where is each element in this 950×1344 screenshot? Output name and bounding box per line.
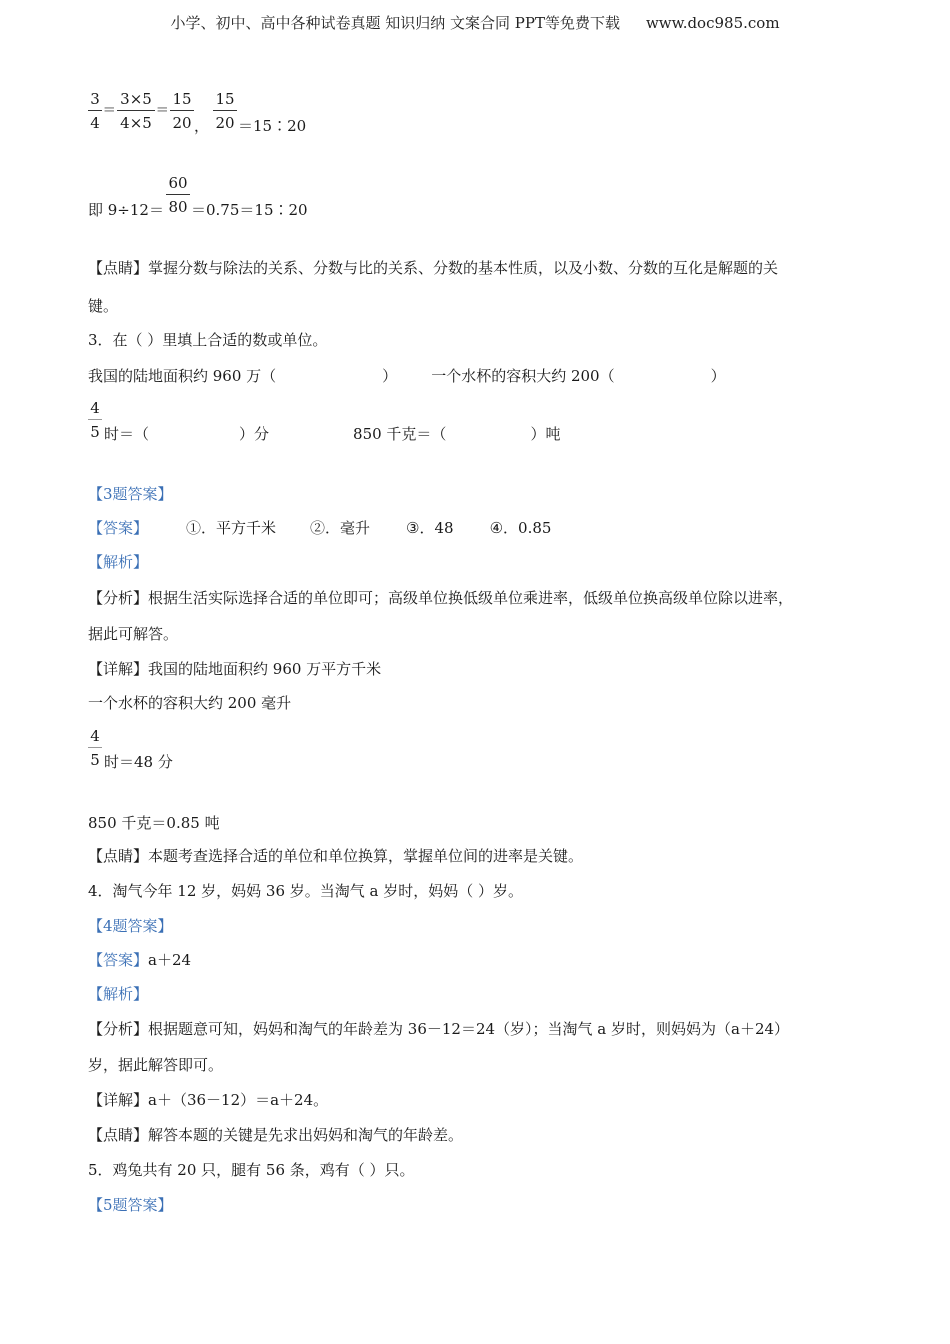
q3-detail4: 850 千克＝0.85 吨 [88, 814, 220, 832]
q5-answer-tag: 【5题答案】 [88, 1196, 173, 1214]
fraction-15-20: $\frac{15}{20}$ [170, 90, 194, 132]
q3-analysis-tag: 【解析】 [88, 553, 149, 571]
fraction-3-4: $\frac{3}{4}$ [88, 90, 102, 132]
fraction-60-80: $\frac{60}{80}$ [166, 174, 190, 216]
q3-analysis-line2: 据此可解答。 [88, 625, 179, 643]
q3-title: 3．在（ ）里填上合适的数或单位。 [88, 331, 328, 349]
q4-analysis-tag: 【解析】 [88, 985, 149, 1003]
page-header [0, 12, 950, 33]
q2-tip-line1: 【点睛】掌握分数与除法的关系、分数与比的关系、分数的基本性质，以及小数、分数的互化是解题的关 [88, 259, 779, 277]
q4-title: 4．淘气今年 12 岁，妈妈 36 岁。当淘气 a 岁时，妈妈（ ）岁。 [88, 882, 524, 900]
q3-tip: 【点睛】本题考查选择合适的单位和单位换算，掌握单位间的进率是关键。 [88, 847, 584, 865]
q3-detail3: 时＝48 分 [104, 753, 173, 771]
q3-analysis-line1: 【分析】根据生活实际选择合适的单位即可；高级单位换低级单位乘进率，低级单位换高级单位除以进率， [88, 589, 794, 607]
fraction-4-5-detail: 4 5 [88, 727, 102, 769]
q4-answer-tag: 【4题答案】 [88, 917, 173, 935]
q4-analysis-line1: 【分析】根据题意可知，妈妈和淘气的年龄差为 36－12＝24（岁）；当淘气 a 岁时，则妈妈为（a＋24） [88, 1020, 790, 1038]
q3-answer-row: 【答案】 ①．平方千米 ②．毫升 ③．48 ④．0.85 [88, 519, 552, 537]
header-site: www.doc985.com [645, 14, 780, 32]
q3-row1: 我国的陆地面积约 960 万（ ） 一个水杯的容积大约 200（ ） [88, 367, 726, 385]
q4-answer-row: 【答案】a＋24 [88, 951, 192, 969]
q3-detail2: 一个水杯的容积大约 200 毫升 [88, 694, 292, 712]
q4-analysis-line2: 岁，据此解答即可。 [88, 1056, 224, 1074]
fraction-4-5-q3: 4 5 [88, 399, 102, 441]
q3-detail1: 【详解】我国的陆地面积约 960 万平方千米 [88, 660, 382, 678]
header-text: 小学、初中、高中各种试卷真题 知识归纳 文案合同 PPT等免费下载 [170, 14, 620, 32]
q3-row2: 时＝（ ）分 850 千克＝（ ）吨 [104, 425, 561, 443]
q5-title: 5．鸡兔共有 20 只，腿有 56 条，鸡有（ ）只。 [88, 1161, 415, 1179]
q2-tip-line2: 键。 [88, 297, 119, 315]
fraction-15-20-b: $\frac{15}{20}$ [213, 90, 237, 132]
q4-detail: 【详解】a＋（36－12）＝a＋24。 [88, 1091, 329, 1109]
q3-answer-tag: 【3题答案】 [88, 485, 173, 503]
fraction-3x5-4x5: $\frac{3\times 5}{4\times 5}$ [117, 90, 155, 132]
q4-tip: 【点睛】解答本题的关键是先求出妈妈和淘气的年龄差。 [88, 1126, 464, 1144]
